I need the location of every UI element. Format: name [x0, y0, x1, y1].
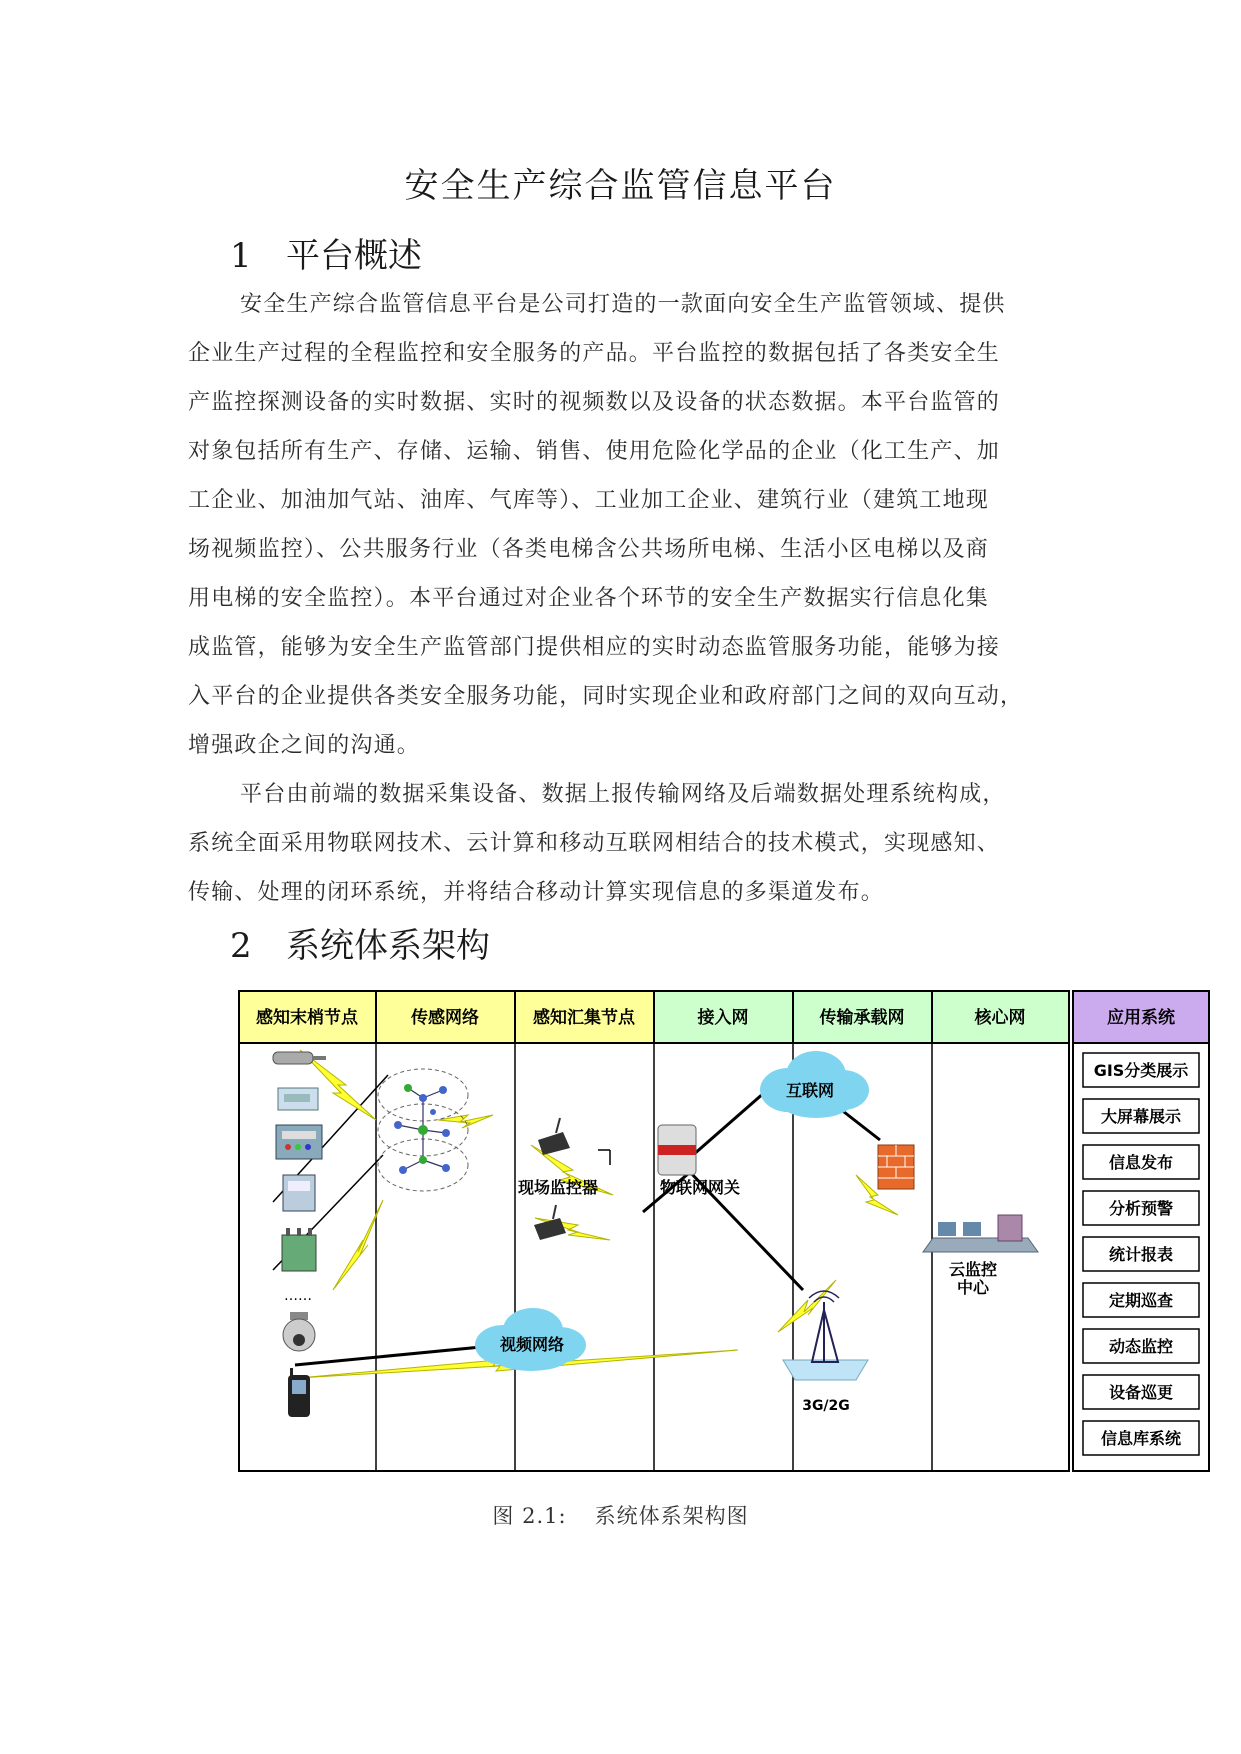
ellipsis-label: ……: [284, 1288, 312, 1304]
column-header-label: 应用系统: [1107, 1008, 1175, 1028]
sensor-node: [394, 1121, 402, 1129]
app-label: GIS分类展示: [1093, 1061, 1189, 1080]
sensor-node: [418, 1125, 428, 1135]
sensor-node: [439, 1086, 447, 1094]
transformer-fin: [286, 1228, 290, 1236]
text-line: 对象包括所有生产、存储、运输、销售、使用危险化学品的企业（化工生产、加: [188, 439, 1001, 464]
monitor-antenna: [553, 1205, 556, 1219]
street-light-head: [273, 1052, 313, 1064]
figure-caption-number: 图 2.1:: [492, 1504, 567, 1528]
gateway-band: [658, 1145, 696, 1155]
sensor-node: [419, 1094, 427, 1102]
text-line: 用电梯的安全监控）。本平台通过对企业各个环节的安全生产数据实行信息化集: [188, 586, 990, 611]
control-cabinet-icon: [276, 1125, 322, 1159]
text-line: 成监管，能够为安全生产监管部门提供相应的实时动态监管服务功能，能够为接: [188, 635, 1001, 660]
sensor-node: [442, 1164, 450, 1172]
transformer-fin: [308, 1228, 312, 1236]
app-label: 信息库系统: [1100, 1429, 1182, 1448]
phone-antenna: [290, 1368, 293, 1376]
cabinet-indicator: [285, 1144, 291, 1150]
cloud-center-label-line1: 云监控: [948, 1260, 998, 1279]
mobile-phone-icon: [288, 1368, 310, 1417]
meter-icon: [283, 1175, 315, 1211]
cell-tower-icon: [783, 1291, 868, 1380]
app-label: 大屏幕展示: [1100, 1107, 1182, 1126]
center-monitor: [938, 1222, 956, 1236]
overview-paragraph-1: [188, 280, 1068, 770]
sensor-module-icon: [278, 1088, 318, 1110]
center-monitor: [963, 1222, 981, 1236]
column-header-label: 传感网络: [411, 1008, 479, 1028]
sensor-node: [419, 1156, 427, 1164]
street-light-icon: [273, 1052, 326, 1064]
transformer-body: [282, 1235, 316, 1271]
section-number: 1: [230, 236, 252, 276]
iot-gateway-icon: [658, 1125, 696, 1175]
app-label: 设备巡更: [1108, 1383, 1174, 1402]
cabinet-indicator: [305, 1144, 311, 1150]
column-header-label: 接入网: [697, 1008, 749, 1028]
meter-display: [288, 1181, 310, 1191]
architecture-diagram-svg: [238, 990, 1210, 1472]
meter-body: [283, 1175, 315, 1211]
camera-lens: [293, 1334, 305, 1346]
app-label: 定期巡查: [1108, 1291, 1174, 1310]
app-label: 统计报表: [1108, 1245, 1174, 1264]
text-line: 工企业、加油加气站、油库、气库等）、工业加工企业、建筑行业（建筑工地现: [188, 488, 990, 513]
text-line: 平台由前端的数据采集设备、数据上报传输网络及后端数据处理系统构成，: [240, 782, 1006, 807]
cabinet-panel: [282, 1131, 316, 1139]
ptz-camera-icon: [283, 1312, 315, 1351]
text-line: 产监控探测设备的实时数据、实时的视频数以及设备的状态数据。本平台监管的: [188, 390, 1001, 415]
sensor-node: [442, 1129, 450, 1137]
cabinet-body: [276, 1125, 322, 1159]
text-line: 传输、处理的闭环系统，并将结合移动计算实现信息的多渠道发布。: [188, 880, 885, 905]
text-line: 场视频监控）、公共服务行业（各类电梯含公共场所电梯、生活小区电梯以及商: [188, 537, 990, 562]
text-line: 安全生产综合监管信息平台是公司打造的一款面向安全生产监管领域、提供: [240, 292, 1006, 317]
sensor-node: [399, 1166, 407, 1174]
sensor-network-icon: [378, 1069, 468, 1191]
center-server: [998, 1215, 1022, 1241]
app-label: 动态监控: [1108, 1337, 1174, 1356]
cabinet-indicator: [295, 1144, 301, 1150]
section-heading-overview: [230, 228, 422, 277]
sensor-node: [430, 1109, 436, 1115]
sensor-node: [404, 1084, 412, 1092]
overview-paragraph-2: [188, 770, 1068, 917]
column-header-label: 感知汇集节点: [533, 1008, 635, 1028]
monitor-box: [534, 1218, 566, 1240]
mobile-net-label: 3G/2G: [802, 1398, 850, 1414]
section-title: 系统体系架构: [286, 926, 490, 966]
cloud-monitoring-center-icon: [923, 1215, 1038, 1252]
text-line: 增强政企之间的沟通。: [188, 733, 421, 758]
document-title: 安全生产综合监管信息平台: [404, 166, 837, 206]
column-header-label: 传输承载网: [819, 1008, 905, 1028]
text-line: 企业生产过程的全程监控和安全服务的产品。平台监控的数据包括了各类安全生: [188, 341, 1001, 366]
column-header-label: 核心网: [974, 1008, 1026, 1028]
app-label: 信息发布: [1108, 1153, 1174, 1172]
transformer-icon: [282, 1228, 316, 1271]
video-network-label: 视频网络: [499, 1335, 565, 1354]
cloud-center-label-line2: 中心: [956, 1278, 990, 1297]
section-heading-architecture: [230, 918, 490, 967]
street-light-arm: [312, 1056, 326, 1060]
internet-label: 互联网: [785, 1081, 835, 1100]
column-header-label: 感知末梢节点: [256, 1008, 358, 1028]
site-monitor-label: 现场监控器: [517, 1178, 599, 1197]
monitor-antenna: [556, 1118, 560, 1133]
iot-gateway-label: 物联网网关: [659, 1178, 741, 1197]
figure-caption: [0, 1500, 1241, 1530]
monitor-box: [538, 1132, 570, 1155]
module-strip: [284, 1094, 310, 1102]
transformer-fin: [297, 1228, 301, 1236]
section-number: 2: [230, 926, 252, 966]
phone-screen: [292, 1380, 306, 1394]
text-line: 系统全面采用物联网技术、云计算和移动互联网相结合的技术模式，实现感知、: [188, 831, 1001, 856]
architecture-diagram: [238, 990, 1210, 1472]
app-boxes: [1083, 1053, 1199, 1455]
firewall-icon: [878, 1145, 914, 1189]
figure-caption-text: 系统体系架构图: [594, 1504, 749, 1528]
app-label: 分析预警: [1108, 1199, 1174, 1218]
section-title: 平台概述: [286, 236, 422, 276]
text-line: 入平台的企业提供各类安全服务功能，同时实现企业和政府部门之间的双向互动，: [188, 684, 1024, 709]
